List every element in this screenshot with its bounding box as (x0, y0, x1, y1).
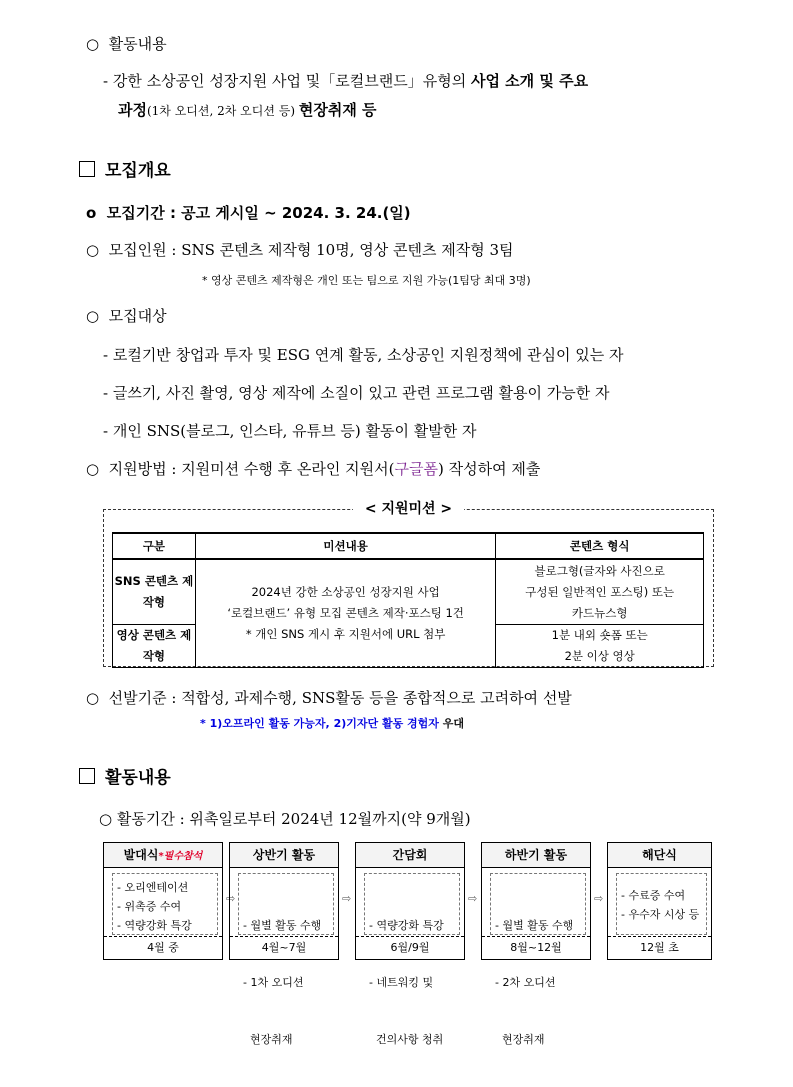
arrow-right-icon: ⇨ (226, 892, 236, 905)
stage-first-half (229, 842, 339, 1046)
mission-content: 2024년 강한 소상공인 성장지원 사업 ‘로컬브랜드’ 유형 모집 콘텐츠 제작·포스팅 1건 * 개인 SNS 게시 후 지원서에 URL 첨부 (195, 559, 495, 668)
circle-bullet-icon: o (86, 204, 97, 222)
activity-section-title: 활동내용 (79, 767, 171, 789)
row-label-video: 영상 콘텐츠 제작형 (113, 625, 196, 668)
stage-launch (103, 842, 223, 960)
table-header-row (113, 533, 704, 559)
format-sns: 블로그형(글자와 사진으로 구성된 일반적인 포스팅) 또는 카드뉴스형 (496, 559, 704, 625)
recruit-apply: ○ 지원방법 : 지원미션 수행 후 온라인 지원서(구글폼) 작성하여 제출 (86, 460, 541, 478)
arrow-right-icon: ⇨ (594, 892, 604, 905)
circle-bullet-icon: ○ (86, 307, 100, 325)
recruit-section-title: 모집개요 (79, 160, 171, 182)
stage-when: 4월 중 (104, 936, 222, 959)
stage-meeting (355, 842, 465, 1046)
stage-title: 상반기 활동 (230, 843, 338, 868)
recruit-period: o 모집기간 : 공고 게시일 ~ 2024. 3. 24.(일) (86, 204, 411, 222)
table-header: 콘텐츠 형식 (496, 533, 704, 559)
circle-bullet-icon: ○ (86, 241, 100, 259)
activity-top-heading: ○ 활동내용 (86, 35, 167, 53)
mission-box (103, 501, 714, 667)
circle-bullet-icon: ○ (86, 460, 100, 478)
activity-period: ○ 활동기간 : 위촉일로부터 2024년 12월까지(약 9개월) (99, 810, 471, 828)
google-form-link[interactable]: 구글폼 (394, 460, 438, 478)
checkbox-icon (79, 161, 95, 177)
table-header: 미션내용 (195, 533, 495, 559)
stage-closing (607, 842, 712, 960)
recruit-target-heading: ○ 모집대상 (86, 307, 167, 325)
stage-items: - 월별 활동 수행 - 2차 오디션 현장취재 (490, 873, 586, 935)
stage-title: 간담회 (356, 843, 464, 868)
arrow-right-icon: ⇨ (342, 892, 352, 905)
recruit-count: ○ 모집인원 : SNS 콘텐츠 제작형 10명, 영상 콘텐츠 제작형 3팀 (86, 241, 514, 259)
stage-second-half (481, 842, 591, 1046)
stage-when: 8월~12월 (482, 936, 590, 959)
stage-when: 6월/9월 (356, 936, 464, 959)
stage-items: - 월별 활동 수행 - 1차 오디션 현장취재 (238, 873, 334, 935)
table-header: 구분 (113, 533, 196, 559)
mission-table (112, 532, 704, 668)
stage-title: 하반기 활동 (482, 843, 590, 868)
recruit-target-2: - 글쓰기, 사진 촬영, 영상 제작에 소질이 있고 관련 프로그램 활용이 가능한 자 (103, 384, 610, 402)
recruit-count-note: * 영상 콘텐츠 제작형은 개인 또는 팀으로 지원 가능(1팀당 최대 3명) (202, 274, 531, 287)
stage-title: 발대식*필수참석 (104, 843, 222, 868)
stage-items: - 오리엔테이션 - 위촉증 수여 - 역량강화 특강 (112, 873, 218, 935)
recruit-selection-note: * 1)오프라인 활동 가능자, 2)기자단 활동 경험자 우대 (200, 717, 465, 730)
circle-bullet-icon: ○ (86, 689, 100, 707)
arrow-right-icon: ⇨ (468, 892, 478, 905)
recruit-target-1: - 로컬기반 창업과 투자 및 ESG 연계 활동, 소상공인 지원정책에 관심이 있는 자 (103, 346, 624, 364)
row-label-sns: SNS 콘텐츠 제작형 (113, 559, 196, 625)
stage-when: 4월~7월 (230, 936, 338, 959)
stage-items: - 역량강화 특강 - 네트워킹 및 건의사항 청취 (364, 873, 460, 935)
stage-title: 해단식 (608, 843, 711, 868)
recruit-selection: ○ 선발기준 : 적합성, 과제수행, SNS활동 등을 종합적으로 고려하여 선발 (86, 689, 572, 707)
recruit-target-3: - 개인 SNS(블로그, 인스타, 유튜브 등) 활동이 활발한 자 (103, 422, 477, 440)
table-row (113, 559, 704, 625)
mission-title: < 지원미션 > (104, 498, 713, 518)
activity-top-line1: - 강한 소상공인 성장지원 사업 및「로컬브랜드」유형의 사업 소개 및 주요 (103, 72, 589, 90)
stage-items: - 수료증 수여 - 우수자 시상 등 (616, 873, 707, 935)
checkbox-icon (79, 768, 95, 784)
activity-top-line2: 과정(1차 오디션, 2차 오디션 등) 현장취재 등 (118, 101, 377, 119)
stage-when: 12월 초 (608, 936, 711, 959)
format-video: 1분 내외 숏폼 또는 2분 이상 영상 (496, 625, 704, 668)
